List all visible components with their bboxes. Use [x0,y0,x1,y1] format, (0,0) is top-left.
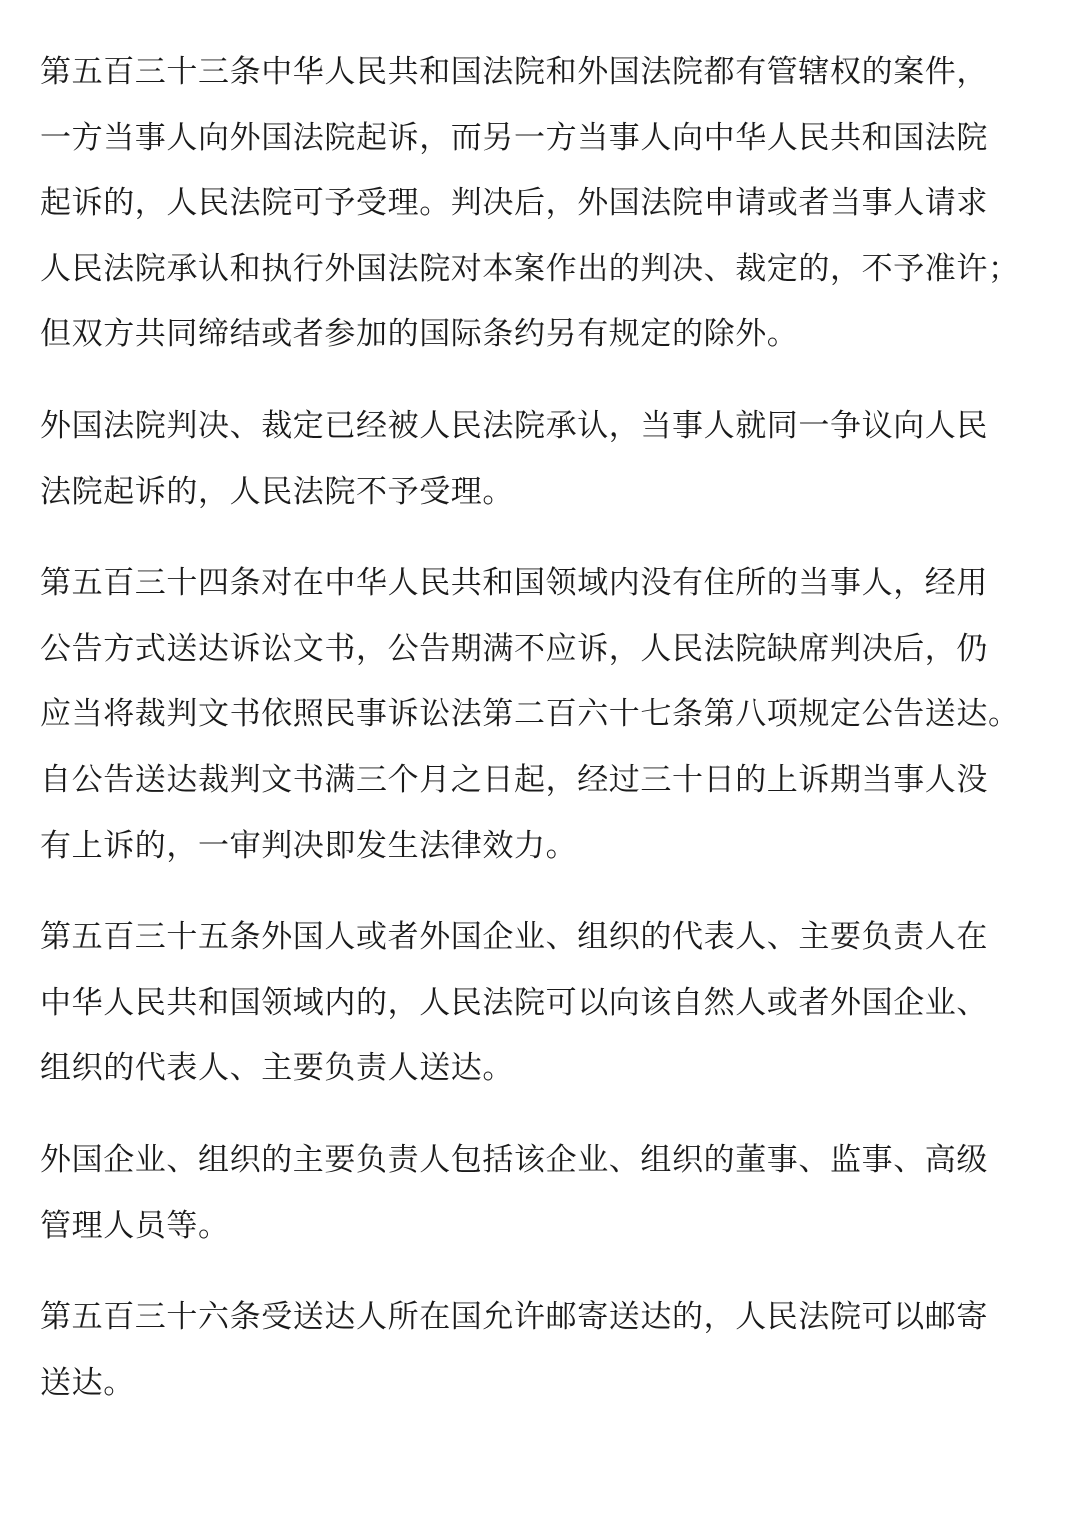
text-line: 第五百三十三条中华人民共和国法院和外国法院都有管辖权的案件， [40,54,988,90]
text-line: 起诉的，人民法院可予受理。判决后，外国法院申请或者当事人请求 [40,185,988,222]
paragraph-article-535 [40,905,1070,1102]
paragraph-article-533 [40,40,1070,368]
text-line: 送达。 [40,1364,135,1401]
text-line: 第五百三十六条受送达人所在国允许邮寄送达的，人民法院可以邮寄 [40,1299,988,1336]
text-line: 管理人员等。 [40,1207,230,1244]
text-line: 自公告送达裁判文书满三个月之日起，经过三十日的上诉期当事人没 [40,761,988,798]
text-line: 外国企业、组织的主要负责人包括该企业、组织的董事、监事、高级 [40,1141,988,1178]
text-line: 人民法院承认和执行外国法院对本案作出的判决、裁定的，不予准许； [40,250,1020,287]
text-line: 有上诉的，一审判决即发生法律效力。 [40,827,578,864]
text-line: 但双方共同缔结或者参加的国际条约另有规定的除外。 [40,316,799,353]
text-line: 第五百三十四条对在中华人民共和国领域内没有住所的当事人，经用 [40,565,988,602]
paragraph-article-536 [40,1285,1070,1416]
paragraph-article-533-second [40,394,1070,525]
document-body [40,40,1070,1416]
text-line: 公告方式送达诉讼文书，公告期满不应诉，人民法院缺席判决后，仍 [40,630,988,667]
text-line: 一方当事人向外国法院起诉，而另一方当事人向中华人民共和国法院 [40,119,988,156]
paragraph-article-534 [40,551,1070,879]
paragraph-article-535-second [40,1128,1070,1259]
text-line: 应当将裁判文书依照民事诉讼法第二百六十七条第八项规定公告送达。 [40,696,1020,733]
text-line: 第五百三十五条外国人或者外国企业、组织的代表人、主要负责人在 [40,919,988,956]
text-line: 外国法院判决、裁定已经被人民法院承认，当事人就同一争议向人民 [40,407,988,444]
text-line: 法院起诉的，人民法院不予受理。 [40,473,514,510]
text-line: 中华人民共和国领域内的，人民法院可以向该自然人或者外国企业、 [40,984,988,1021]
text-line: 组织的代表人、主要负责人送达。 [40,1050,514,1087]
